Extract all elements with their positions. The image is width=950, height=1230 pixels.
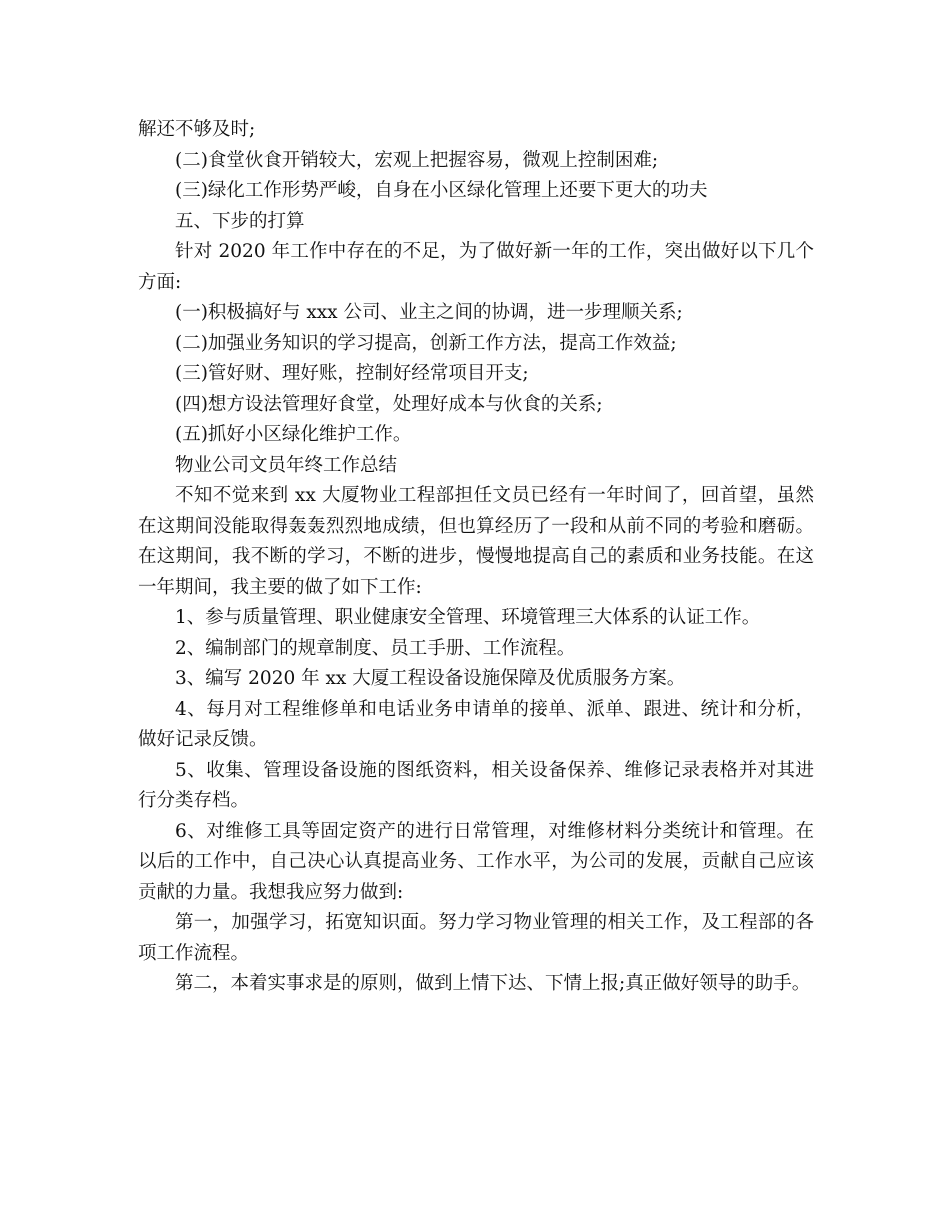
document-title: 物业公司文员年终工作总结 (175, 454, 398, 476)
section-heading-next-plan: 五、下步的打算 (175, 210, 305, 232)
paragraph-plan-intro: 针对 2020 年工作中存在的不足，为了做好新一年的工作，突出做好以下几个方面: (138, 241, 814, 293)
list-item-work-1: 1、参与质量管理、职业健康安全管理、环境管理三大体系的认证工作。 (175, 607, 761, 628)
list-item-work-6: 6、对维修工具等固定资产的进行日常管理，对维修材料分类统计和管理。在以后的工作中，自己决心认真提高业务、工作水平，为公司的发展，贡献自己应该贡献的力量。我想我应努力做到: (138, 820, 814, 903)
list-item-work-5: 5、收集、管理设备设施的图纸资料，相关设备保养、维修记录表格并对其进行分类存档。 (138, 759, 814, 811)
list-item-plan-5: (五)抓好小区绿化维护工作。 (175, 424, 412, 445)
paragraph-intro: 不知不觉来到 xx 大厦物业工程部担任文员已经有一年时间了，回首望，虽然在这期间没能取得轰轰烈烈地成绩，但也算经历了一段和从前不同的考验和磨砺。在这期间，我不断的学习，不断的进步，慢慢地提高自己的素质和业务技能。在这一年期间，我主要的做了如下工作: (138, 485, 814, 598)
list-item-plan-4: (四)想方设法管理好食堂，处理好成本与伙食的关系; (175, 393, 603, 415)
document-body (138, 115, 814, 1000)
list-item-work-4: 4、每月对工程维修单和电话业务申请单的接单、派单、跟进、统计和分析，做好记录反馈。 (138, 698, 814, 750)
paragraph-problem-2: (二)食堂伙食开销较大，宏观上把握容易，微观上控制困难; (175, 149, 659, 171)
paragraph-goal-2: 第二，本着实事求是的原则，做到上情下达、下情上报;真正做好领导的助手。 (175, 973, 811, 994)
paragraph-problem-3: (三)绿化工作形势严峻，自身在小区绿化管理上还要下更大的功夫 (175, 180, 708, 201)
list-item-work-2: 2、编制部门的规章制度、员工手册、工作流程。 (175, 637, 576, 659)
paragraph-continuation: 解还不够及时; (138, 119, 256, 140)
paragraph-goal-1: 第一，加强学习，拓宽知识面。努力学习物业管理的相关工作，及工程部的各项工作流程。 (138, 912, 814, 964)
list-item-plan-2: (二)加强业务知识的学习提高，创新工作方法，提高工作效益; (175, 332, 677, 354)
list-item-work-3: 3、编写 2020 年 xx 大厦工程设备设施保障及优质服务方案。 (175, 668, 686, 689)
list-item-plan-3: (三)管好财、理好账，控制好经常项目开支; (175, 363, 529, 384)
list-item-plan-1: (一)积极搞好与 xxx 公司、业主之间的协调，进一步理顺关系; (175, 302, 683, 323)
